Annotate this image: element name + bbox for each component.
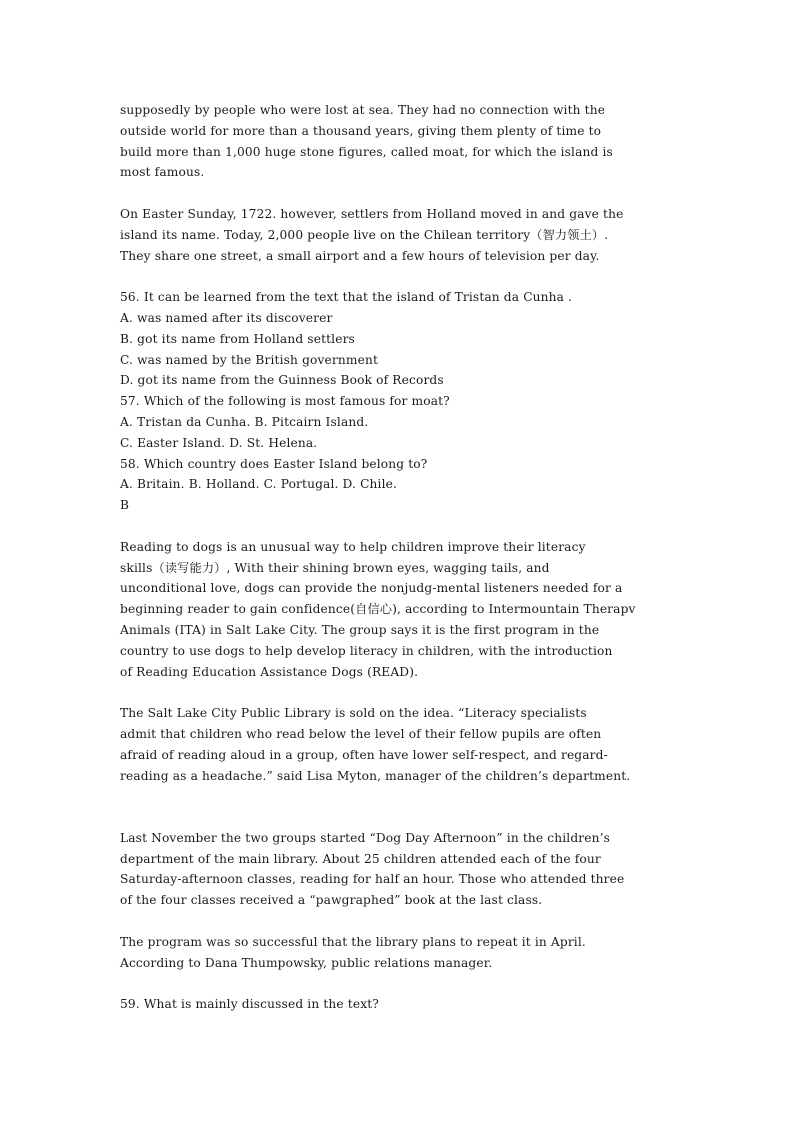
question-57: 57. Which of the following is most famous for moat? — [120, 394, 450, 409]
paragraph-easter-history — [120, 100, 685, 183]
text-line: The Salt Lake City Public Library is sold on the idea. “Literacy specialists — [120, 706, 587, 721]
text-line: Reading to dogs is an unusual way to help children improve their literacy — [120, 539, 586, 554]
text-line: most famous. — [120, 165, 205, 180]
question-56: 56. It can be learned from the text that the island of Tristan da Cunha . — [120, 290, 573, 305]
text-line: country to use dogs to help develop literacy in children, with the introduction — [120, 643, 613, 658]
question-59-block — [120, 994, 685, 1015]
paragraph-reading-dogs — [120, 537, 685, 683]
paragraph-easter-naming — [120, 204, 685, 266]
text-line: of Reading Education Assistance Dogs (READ). — [120, 664, 419, 679]
paragraph-library — [120, 703, 685, 786]
text-line: The program was so successful that the library plans to repeat it in April. — [120, 934, 586, 949]
text-line: On Easter Sunday, 1722. however, settlers from Holland moved in and gave the — [120, 206, 624, 221]
document-page — [120, 100, 685, 1015]
question-59: 59. What is mainly discussed in the text? — [120, 997, 379, 1012]
question-58: 58. Which country does Easter Island belong to? — [120, 456, 428, 471]
text-line: skills（读写能力）, With their shining brown eyes, wagging tails, and — [120, 560, 550, 575]
text-line: reading as a headache.” said Lisa Myton, manager of the children’s department. — [120, 768, 631, 783]
text-line: island its name. Today, 2,000 people live on the Chilean territory（智力领土）. — [120, 227, 609, 242]
options-57-ab: A. Tristan da Cunha. B. Pitcairn Island. — [120, 414, 369, 429]
option-56-d: D. got its name from the Guinness Book of Records — [120, 373, 444, 388]
text-line: According to Dana Thumpowsky, public relations manager. — [120, 955, 493, 970]
text-line: afraid of reading aloud in a group, often have lower self-respect, and regard- — [120, 747, 608, 762]
text-line: beginning reader to gain confidence(自信心), according to Intermountain Therapv — [120, 602, 636, 617]
text-line: Saturday-afternoon classes, reading for half an hour. Those who attended three — [120, 872, 625, 887]
text-line: unconditional love, dogs can provide the nonjudg-mental listeners needed for a — [120, 581, 623, 596]
options-58: A. Britain. B. Holland. C. Portugal. D. Chile. — [120, 477, 398, 492]
text-line: supposedly by people who were lost at sea. They had no connection with the — [120, 103, 606, 117]
text-line: They share one street, a small airport and a few hours of television per day. — [120, 248, 600, 263]
paragraph-program-success — [120, 932, 685, 974]
text-line: outside world for more than a thousand years, giving them plenty of time to — [120, 123, 602, 138]
text-line: Animals (ITA) in Salt Lake City. The group says it is the first program in the — [120, 622, 600, 637]
option-56-a: A. was named after its discoverer — [120, 310, 333, 325]
text-line: department of the main library. About 25 children attended each of the four — [120, 851, 601, 866]
option-56-c: C. was named by the British government — [120, 352, 379, 367]
questions-56-58 — [120, 287, 685, 516]
paragraph-dog-day — [120, 828, 685, 911]
text-line: Last November the two groups started “Dog Day Afternoon” in the children’s — [120, 830, 611, 845]
text-line: build more than 1,000 huge stone figures, called moat, for which the island is — [120, 144, 613, 159]
section-label-b: B — [120, 498, 130, 513]
option-56-b: B. got its name from Holland settlers — [120, 331, 355, 346]
text-line: of the four classes received a “pawgraphed” book at the last class. — [120, 893, 543, 908]
text-line: admit that children who read below the level of their fellow pupils are often — [120, 726, 602, 741]
options-57-cd: C. Easter Island. D. St. Helena. — [120, 435, 318, 450]
